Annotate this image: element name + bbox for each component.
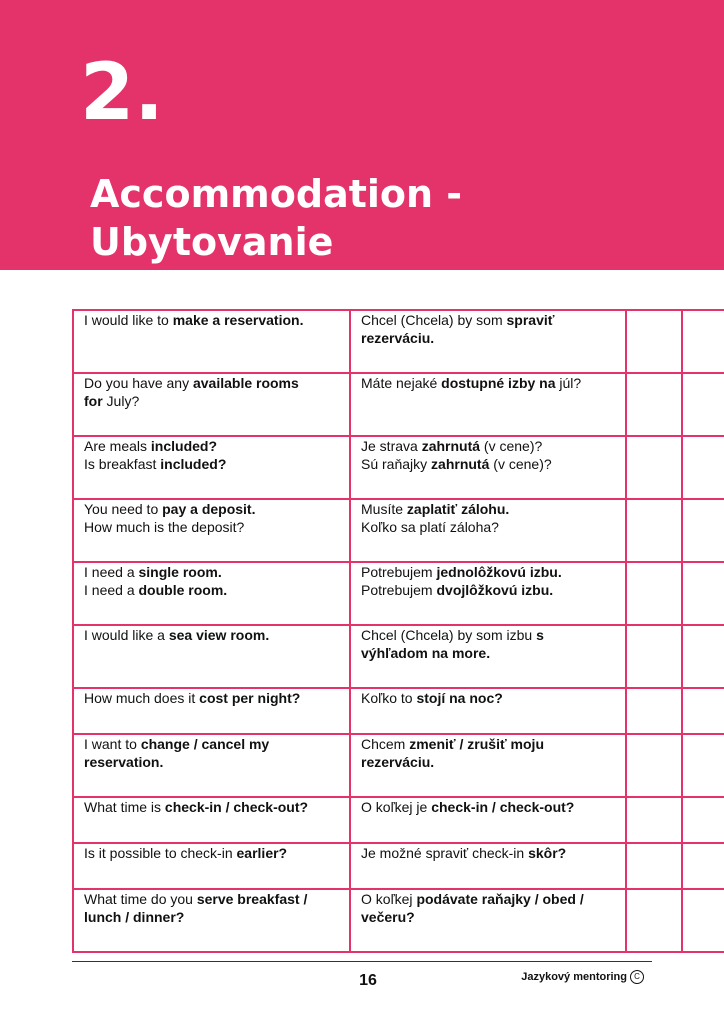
header-banner — [0, 0, 724, 270]
title-line-slovak: Ubytovanie — [90, 220, 334, 264]
key-phrase: check-in / check-out? — [431, 799, 575, 815]
phrase-line — [84, 518, 339, 536]
footer-brand — [521, 970, 644, 984]
key-phrase: single room. — [138, 564, 222, 580]
english-phrase-cell — [73, 562, 350, 625]
phrase-line — [361, 500, 615, 518]
english-phrase-cell — [73, 843, 350, 889]
slovak-phrase-cell — [350, 688, 626, 734]
english-phrase-cell — [73, 436, 350, 499]
phrase-text: O koľkej je — [361, 799, 432, 815]
english-phrase-cell — [73, 499, 350, 562]
checkbox-cell[interactable] — [682, 734, 724, 797]
checkbox-cell[interactable] — [626, 499, 682, 562]
page-title — [90, 170, 462, 266]
phrase-text: Je strava — [361, 438, 422, 454]
phrase-line — [84, 563, 339, 581]
phrase-text: I need a — [84, 564, 139, 580]
slovak-phrase-cell — [350, 499, 626, 562]
phrase-text: Potrebujem — [361, 582, 437, 598]
phrase-text: What time do you — [84, 891, 197, 907]
phrase-text: Is it possible to check-in — [84, 845, 237, 861]
brand-name: Jazykový mentoring — [521, 971, 627, 983]
table-row — [73, 843, 724, 889]
table-row — [73, 734, 724, 797]
checkbox-cell[interactable] — [626, 843, 682, 889]
phrase-text: júl? — [555, 375, 582, 391]
slovak-phrase-cell — [350, 843, 626, 889]
key-phrase: lunch / dinner? — [84, 909, 185, 925]
phrase-line — [84, 581, 339, 599]
checkbox-cell[interactable] — [626, 310, 682, 373]
phrase-table-body — [73, 310, 724, 952]
checkbox-cell[interactable] — [626, 889, 682, 952]
phrase-text: I would like to — [84, 312, 173, 328]
title-line-english: Accommodation - — [90, 172, 463, 216]
phrase-line — [361, 753, 615, 771]
phrase-line — [361, 455, 615, 473]
key-phrase: skôr? — [528, 845, 567, 861]
phrase-text: (v cene)? — [489, 456, 552, 472]
key-phrase: večeru? — [361, 909, 415, 925]
phrase-text: Koľko to — [361, 690, 417, 706]
phrase-line — [84, 753, 339, 771]
checkbox-cell[interactable] — [682, 499, 724, 562]
page-number: 16 — [359, 972, 377, 989]
phrase-text: Je možné spraviť check-in — [361, 845, 529, 861]
table-row — [73, 797, 724, 843]
phrase-text: July? — [102, 393, 140, 409]
phrase-line — [84, 311, 339, 329]
english-phrase-cell — [73, 734, 350, 797]
key-phrase: rezerváciu. — [361, 330, 435, 346]
phrase-line — [361, 581, 615, 599]
phrase-text: What time is — [84, 799, 165, 815]
checkbox-cell[interactable] — [682, 562, 724, 625]
english-phrase-cell — [73, 797, 350, 843]
slovak-phrase-cell — [350, 734, 626, 797]
key-phrase: make a reservation. — [172, 312, 304, 328]
checkbox-cell[interactable] — [626, 436, 682, 499]
slovak-phrase-cell — [350, 625, 626, 688]
phrase-line — [361, 908, 615, 926]
phrase-text: I would like a — [84, 627, 169, 643]
key-phrase: included? — [150, 438, 218, 454]
key-phrase: spraviť — [506, 312, 555, 328]
slovak-phrase-cell — [350, 889, 626, 952]
copyright-icon: C — [630, 970, 644, 984]
key-phrase: jednolôžkovú izbu. — [436, 564, 562, 580]
key-phrase: serve breakfast / — [196, 891, 308, 907]
checkbox-cell[interactable] — [682, 797, 724, 843]
phrase-text: I want to — [84, 736, 141, 752]
phrase-text: How much does it — [84, 690, 200, 706]
english-phrase-cell — [73, 889, 350, 952]
phrase-line — [84, 689, 339, 707]
phrase-line — [361, 844, 615, 862]
phrase-line — [84, 844, 339, 862]
phrase-line — [84, 500, 339, 518]
phrase-line — [361, 329, 615, 347]
slovak-phrase-cell — [350, 310, 626, 373]
table-row — [73, 562, 724, 625]
key-phrase: change / cancel my — [140, 736, 270, 752]
phrase-line — [84, 798, 339, 816]
footer-divider — [72, 961, 652, 962]
table-row — [73, 889, 724, 952]
phrase-text: Máte nejaké — [361, 375, 442, 391]
key-phrase: check-in / check-out? — [164, 799, 309, 815]
table-row — [73, 373, 724, 436]
slovak-phrase-cell — [350, 436, 626, 499]
phrase-line — [361, 437, 615, 455]
checkbox-cell[interactable] — [682, 889, 724, 952]
key-phrase: available rooms — [192, 375, 299, 391]
key-phrase: podávate raňajky / obed / — [416, 891, 584, 907]
english-phrase-cell — [73, 688, 350, 734]
key-phrase: for — [84, 393, 103, 409]
key-phrase: zahrnutá — [431, 456, 490, 472]
key-phrase: rezerváciu. — [361, 754, 435, 770]
key-phrase: earlier? — [236, 845, 288, 861]
key-phrase: zahrnutá — [421, 438, 481, 454]
phrase-text: Koľko sa platí záloha? — [361, 519, 499, 535]
phrase-text: O koľkej — [361, 891, 417, 907]
checkbox-cell[interactable] — [626, 625, 682, 688]
checkbox-cell[interactable] — [626, 734, 682, 797]
phrase-text: (v cene)? — [480, 438, 543, 454]
slovak-phrase-cell — [350, 373, 626, 436]
phrase-text: You need to — [84, 501, 163, 517]
phrase-line — [361, 374, 615, 392]
checkbox-cell[interactable] — [626, 797, 682, 843]
key-phrase: included? — [160, 456, 227, 472]
phrase-text: Are meals — [84, 438, 151, 454]
phrase-line — [84, 437, 339, 455]
phrase-table — [72, 309, 724, 953]
checkbox-cell[interactable] — [626, 373, 682, 436]
key-phrase: pay a deposit. — [162, 501, 256, 517]
phrase-line — [84, 374, 339, 392]
checkbox-cell[interactable] — [682, 843, 724, 889]
phrase-line — [84, 626, 339, 644]
table-row — [73, 499, 724, 562]
phrase-line — [361, 798, 615, 816]
phrase-text: How much is the deposit? — [84, 519, 245, 535]
chapter-number: 2. — [80, 48, 164, 138]
slovak-phrase-cell — [350, 797, 626, 843]
phrase-text: Chcel (Chcela) by som — [361, 312, 507, 328]
checkbox-cell[interactable] — [626, 688, 682, 734]
english-phrase-cell — [73, 625, 350, 688]
key-phrase: cost per night? — [199, 690, 301, 706]
checkbox-cell[interactable] — [626, 562, 682, 625]
key-phrase: výhľadom na more. — [361, 645, 491, 661]
phrase-text: Potrebujem — [361, 564, 437, 580]
phrase-line — [84, 890, 339, 908]
english-phrase-cell — [73, 310, 350, 373]
key-phrase: dvojlôžkovú izbu. — [436, 582, 554, 598]
phrase-line — [361, 644, 615, 662]
key-phrase: s — [536, 627, 544, 643]
key-phrase: dostupné izby na — [441, 375, 556, 391]
phrase-line — [361, 689, 615, 707]
phrase-line — [361, 626, 615, 644]
key-phrase: stojí na noc? — [416, 690, 503, 706]
phrase-text: Do you have any — [84, 375, 193, 391]
phrase-line — [361, 890, 615, 908]
phrase-line — [84, 392, 339, 410]
key-phrase: double room. — [138, 582, 228, 598]
phrase-line — [361, 735, 615, 753]
phrase-text: Sú raňajky — [361, 456, 432, 472]
checkbox-cell[interactable] — [682, 688, 724, 734]
key-phrase: zmeniť / zrušiť moju — [409, 736, 544, 752]
key-phrase: reservation. — [84, 754, 164, 770]
english-phrase-cell — [73, 373, 350, 436]
checkbox-cell[interactable] — [682, 625, 724, 688]
phrase-line — [84, 455, 339, 473]
phrase-text: Chcem — [361, 736, 410, 752]
checkbox-cell[interactable] — [682, 310, 724, 373]
table-row — [73, 310, 724, 373]
key-phrase: zaplatiť zálohu. — [406, 501, 510, 517]
phrase-line — [84, 908, 339, 926]
table-row — [73, 688, 724, 734]
phrase-line — [361, 518, 615, 536]
key-phrase: sea view room. — [168, 627, 270, 643]
phrase-text: I need a — [84, 582, 139, 598]
slovak-phrase-cell — [350, 562, 626, 625]
table-row — [73, 436, 724, 499]
checkbox-cell[interactable] — [682, 373, 724, 436]
phrase-text: Chcel (Chcela) by som izbu — [361, 627, 537, 643]
phrase-line — [84, 735, 339, 753]
checkbox-cell[interactable] — [682, 436, 724, 499]
phrase-line — [361, 311, 615, 329]
phrase-text: Is breakfast — [84, 456, 161, 472]
phrase-text: Musíte — [361, 501, 407, 517]
table-row — [73, 625, 724, 688]
phrase-line — [361, 563, 615, 581]
